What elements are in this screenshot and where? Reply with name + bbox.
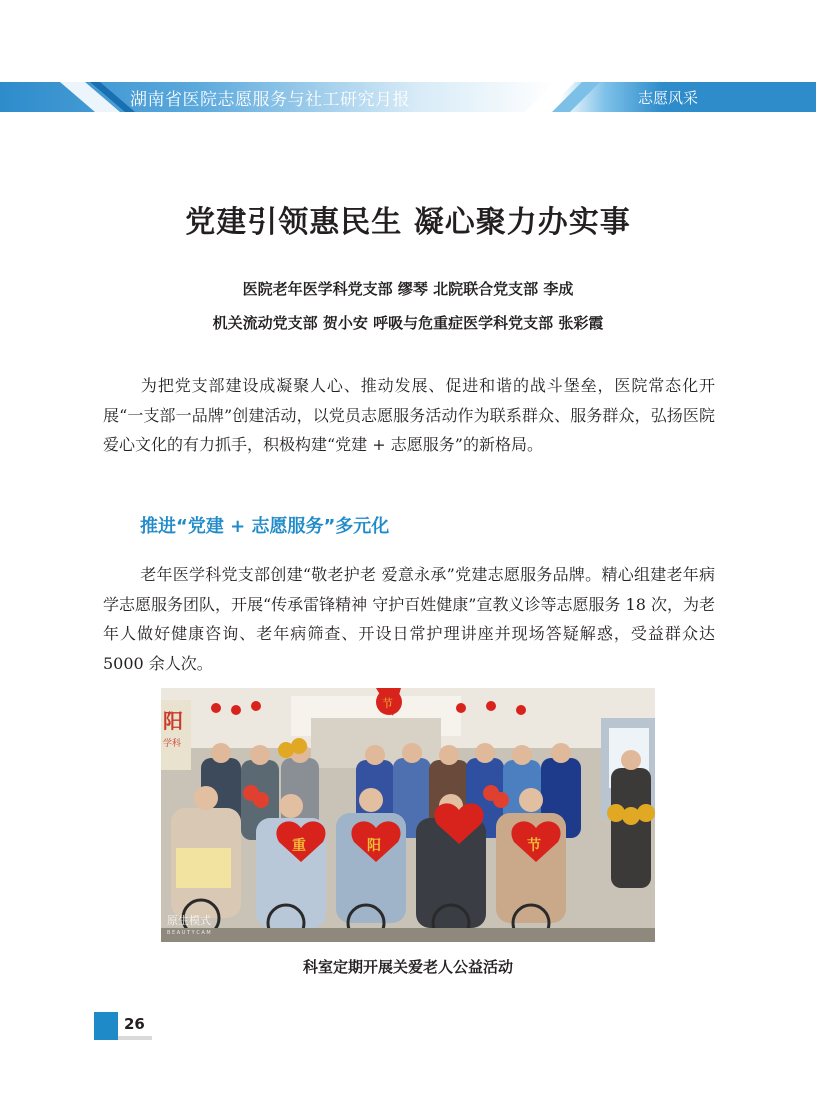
authors-line-1: 医院老年医学科党支部 缪琴 北院联合党支部 李成 <box>242 280 574 298</box>
banner-text: 阳 <box>163 709 183 733</box>
body-paragraph <box>103 560 715 678</box>
balloon-text-3: 节 <box>527 838 541 854</box>
balloon-text-2: 阳 <box>367 838 381 854</box>
intro-paragraph <box>103 371 715 460</box>
page-number-underline <box>118 1036 152 1040</box>
event-photo-illustration <box>161 688 655 942</box>
event-photo <box>161 688 655 942</box>
intro-text: 为把党支部建设成凝聚人心、推动发展、促进和谐的战斗堡垒，医院常态化开展“一支部一品牌”创建活动，以党员志愿服务活动作为联系群众、服务群众，弘扬医院爱心文化的有力抓手，积极构建“党建 + 志愿服务”的新格局。 <box>103 376 715 454</box>
page-number-marker <box>94 1012 118 1040</box>
photo-caption: 科室定期开展关爱老人公益活动 <box>302 958 513 976</box>
section-name: 志愿风采 <box>638 89 699 107</box>
section-subheading: 推进“党建 + 志愿服务”多元化 <box>140 516 390 537</box>
photo-watermark-sub: B E A U T Y C A M <box>167 930 211 936</box>
authors-line-2: 机关流动党支部 贺小安 呼吸与危重症医学科党支部 张彩霞 <box>212 314 604 332</box>
page-number: 26 <box>124 1015 145 1033</box>
journal-title: 湖南省医院志愿服务与社工研究月报 <box>130 90 410 110</box>
photo-watermark: 原生模式 <box>167 914 211 927</box>
balloon-text-top: 节 <box>382 697 393 710</box>
banner-subtext: 学科 <box>163 739 182 749</box>
running-header <box>0 82 816 112</box>
body-text: 老年医学科党支部创建“敬老护老 爱意永承”党建志愿服务品牌。精心组建老年病学志愿服务团队，开展“传承雷锋精神 守护百姓健康”宣教义诊等志愿服务 18 次，为老年人做好健康咨询、老年病筛查、开设日常护理讲座并现场答疑解惑，受益群众达 5000 余人次。 <box>103 565 715 673</box>
balloon-text-1: 重 <box>292 838 306 854</box>
article-title: 党建引领惠民生 凝心聚力办实事 <box>185 205 631 240</box>
